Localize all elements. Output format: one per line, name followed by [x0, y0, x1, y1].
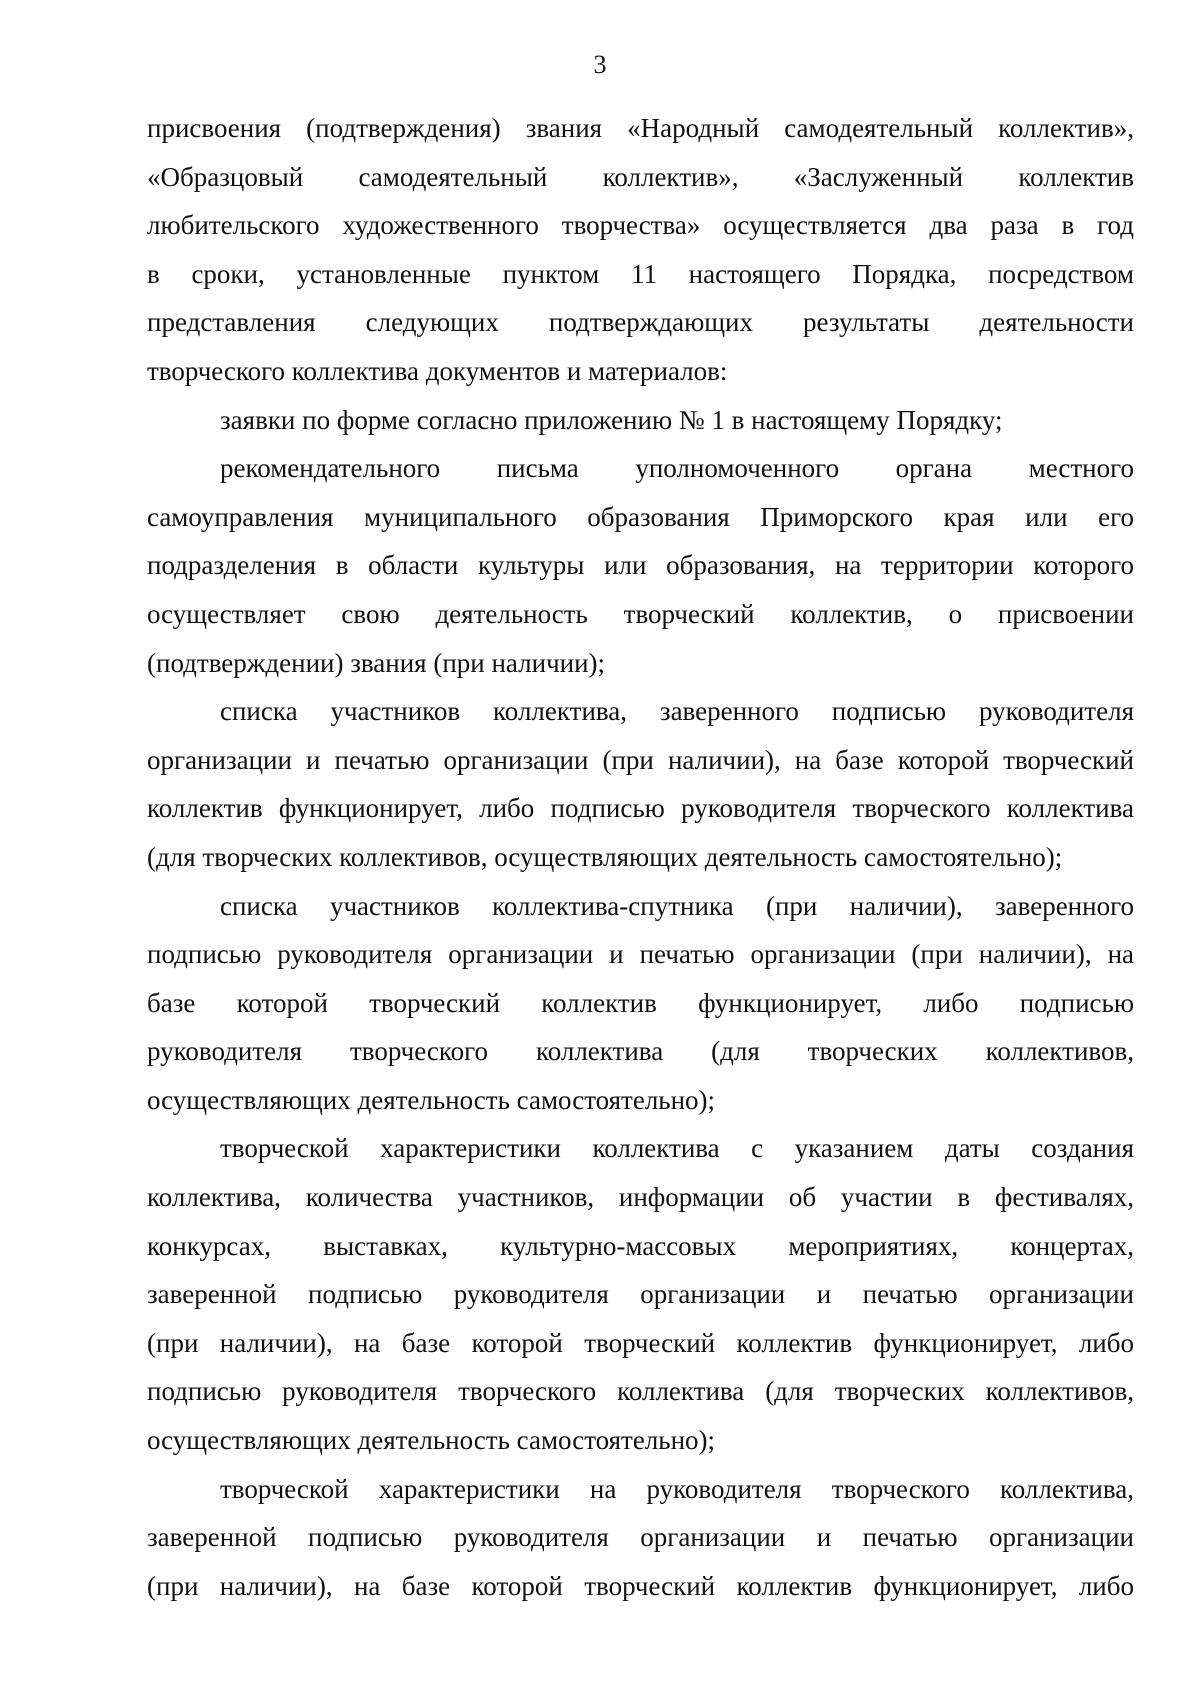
text-line: в сроки, установленные пунктом 11 настоящего Порядка, посредством — [147, 258, 1134, 289]
text-line: «Образцовый самодеятельный коллектив», «Заслуженный коллектив — [147, 161, 1134, 192]
paragraph-satellite-member-list — [147, 882, 1134, 1125]
text-line: заявки по форме согласно приложению № 1 в настоящему Порядку; — [220, 404, 1003, 435]
text-line: творческой характеристики коллектива с указанием даты создания — [220, 1133, 1134, 1164]
text-line: (для творческих коллективов, осуществляющих деятельность самостоятельно); — [147, 841, 1063, 872]
text-line: базе которой творческий коллектив функционирует, либо подписью — [147, 987, 1134, 1018]
paragraph-recommendation-letter — [147, 444, 1134, 687]
text-line: рекомендательного письма уполномоченного органа местного — [220, 453, 1134, 484]
text-line: конкурсах, выставках, культурно-массовых мероприятиях, концертах, — [147, 1230, 1134, 1261]
text-line: творческой характеристики на руководителя творческого коллектива, — [220, 1473, 1134, 1504]
paragraph-member-list — [147, 687, 1134, 881]
document-body — [147, 104, 1134, 1610]
text-line: представления следующих подтверждающих результаты деятельности — [147, 307, 1134, 338]
page-number: 3 — [593, 50, 607, 79]
text-line: (подтверждении) звания (при наличии); — [147, 647, 606, 678]
paragraph-application — [147, 396, 1134, 445]
text-line: подразделения в области культуры или образования, на территории которого — [147, 550, 1134, 581]
text-line: коллектив функционирует, либо подписью руководителя творческого коллектива — [147, 793, 1134, 824]
text-line: осуществляет свою деятельность творческий коллектив, о присвоении — [147, 598, 1134, 629]
text-line: (при наличии), на базе которой творческий коллектив функционирует, либо — [147, 1327, 1134, 1358]
text-line: осуществляющих деятельность самостоятельно); — [147, 1425, 716, 1456]
text-line: любительского художественного творчества» осуществляется два раза в год — [147, 210, 1134, 241]
text-line: подписью руководителя организации и печатью организации (при наличии), на — [147, 939, 1134, 970]
text-line: заверенной подписью руководителя организации и печатью организации — [147, 1279, 1134, 1310]
paragraph-intro — [147, 104, 1134, 396]
text-line: списка участников коллектива-спутника (при наличии), заверенного — [220, 890, 1134, 921]
text-line: присвоения (подтверждения) звания «Народный самодеятельный коллектив», — [147, 113, 1134, 143]
text-line: списка участников коллектива, заверенного подписью руководителя — [220, 696, 1134, 727]
text-line: заверенной подписью руководителя организации и печатью организации — [147, 1522, 1134, 1553]
text-line: самоуправления муниципального образования Приморского края или его — [147, 501, 1134, 532]
text-line: творческого коллектива документов и материалов: — [147, 355, 728, 386]
paragraph-leader-characteristics — [147, 1465, 1134, 1611]
text-line: коллектива, количества участников, информации об участии в фестивалях, — [147, 1182, 1134, 1213]
text-line: осуществляющих деятельность самостоятельно); — [147, 1084, 716, 1115]
text-line: руководителя творческого коллектива (для творческих коллективов, — [147, 1036, 1134, 1067]
text-line: организации и печатью организации (при наличии), на базе которой творческий — [147, 744, 1134, 775]
paragraph-collective-characteristics — [147, 1124, 1134, 1464]
text-line: подписью руководителя творческого коллектива (для творческих коллективов, — [147, 1376, 1134, 1407]
text-line: (при наличии), на базе которой творческий коллектив функционирует, либо — [147, 1570, 1134, 1601]
